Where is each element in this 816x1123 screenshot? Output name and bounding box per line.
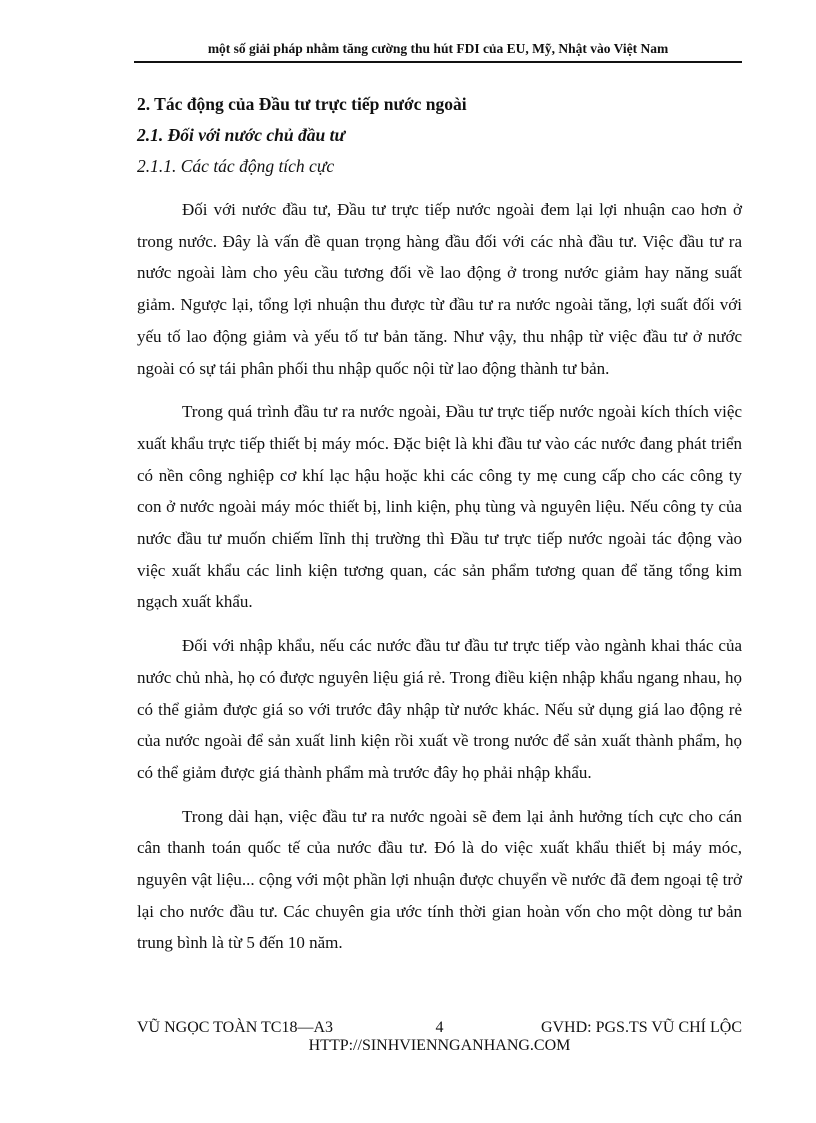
body-paragraph-2: Trong quá trình đầu tư ra nước ngoài, Đầu tư trực tiếp nước ngoài kích thích việc xuất khẩu trực tiếp thiết bị máy móc. Đặc biệt là khi đầu tư vào các nước đang phát triển có nền công nghiệp cơ khí lạc hậu hoặc khi các công ty mẹ cung cấp cho các công ty con ở nước ngoài máy móc thiết bị, linh kiện, phụ tùng và nguyên liệu. Nếu công ty của nước đầu tư muốn chiếm lĩnh thị trường thì Đầu tư trực tiếp nước ngoài tác động vào việc xuất khẩu các linh kiện tương quan, các sản phẩm tương quan để tăng tổng kim ngạch xuất khẩu.: [137, 402, 742, 612]
footer-page-number: 4: [435, 1019, 444, 1036]
body-paragraph-3: Đối với nhập khẩu, nếu các nước đầu tư đầu tư trực tiếp vào ngành khai thác của nước chủ nhà, họ có được nguyên liệu giá rẻ. Trong điều kiện nhập khẩu ngang nhau, họ có thể giảm được giá so với trước đây nhập từ nước khác. Nếu sử dụng giá lao động rẻ của nước ngoài để sản xuất linh kiện rồi xuất về trong nước để sản xuất thành phẩm, họ có thể giảm được giá thành phẩm mà trước đây họ phải nhập khẩu.: [137, 636, 742, 782]
footer-website: HTTP://SINHVIENNGANHANG.COM: [308, 1037, 571, 1054]
section-heading-level1: 2. Tác động của Đầu tư trực tiếp nước ngoài: [137, 94, 467, 114]
footer-author: VŨ NGỌC TOÀN TC18—A3: [137, 1019, 334, 1036]
footer-advisor: GVHD: PGS.TS VŨ CHÍ LỘC: [540, 1019, 742, 1036]
body-paragraph-1: Đối với nước đầu tư, Đầu tư trực tiếp nước ngoài đem lại lợi nhuận cao hơn ở trong nước. Đây là vấn đề quan trọng hàng đầu đối với các nhà đầu tư. Việc đầu tư ra nước ngoài làm cho yêu cầu tương đối về lao động ở trong nước giảm hay năng suất giảm. Ngược lại, tổng lợi nhuận thu được từ đầu tư ra nước ngoài tăng, lợi suất đối với yếu tố lao động giảm và yếu tố tư bản tăng. Như vậy, thu nhập từ việc đầu tư ở nước ngoài có sự tái phân phối thu nhập quốc nội từ lao động thành tư bản.: [137, 200, 742, 378]
running-head-title: một số giải pháp nhằm tăng cường thu hút FDI của EU, Mỹ, Nhật vào Việt Nam: [207, 41, 669, 56]
page-header: [134, 40, 742, 63]
document-body: [137, 89, 742, 959]
body-paragraph-4: Trong dài hạn, việc đầu tư ra nước ngoài sẽ đem lại ảnh hưởng tích cực cho cán cân thanh toán quốc tế của nước đầu tư. Đó là do việc xuất khẩu thiết bị máy móc, nguyên vật liệu... cộng với một phần lợi nhuận được chuyển về nước đã đem ngoại tệ trở lại cho nước đầu tư. Các chuyên gia ước tính thời gian hoàn vốn cho một dòng tư bản trung bình là từ 5 đến 10 năm.: [137, 806, 742, 953]
section-heading-level2: 2.1. Đối với nước chủ đầu tư: [137, 125, 345, 145]
page-footer: [137, 1019, 742, 1055]
footer-row: [137, 1019, 742, 1037]
section-heading-level3: 2.1.1. Các tác động tích cực: [137, 156, 335, 176]
